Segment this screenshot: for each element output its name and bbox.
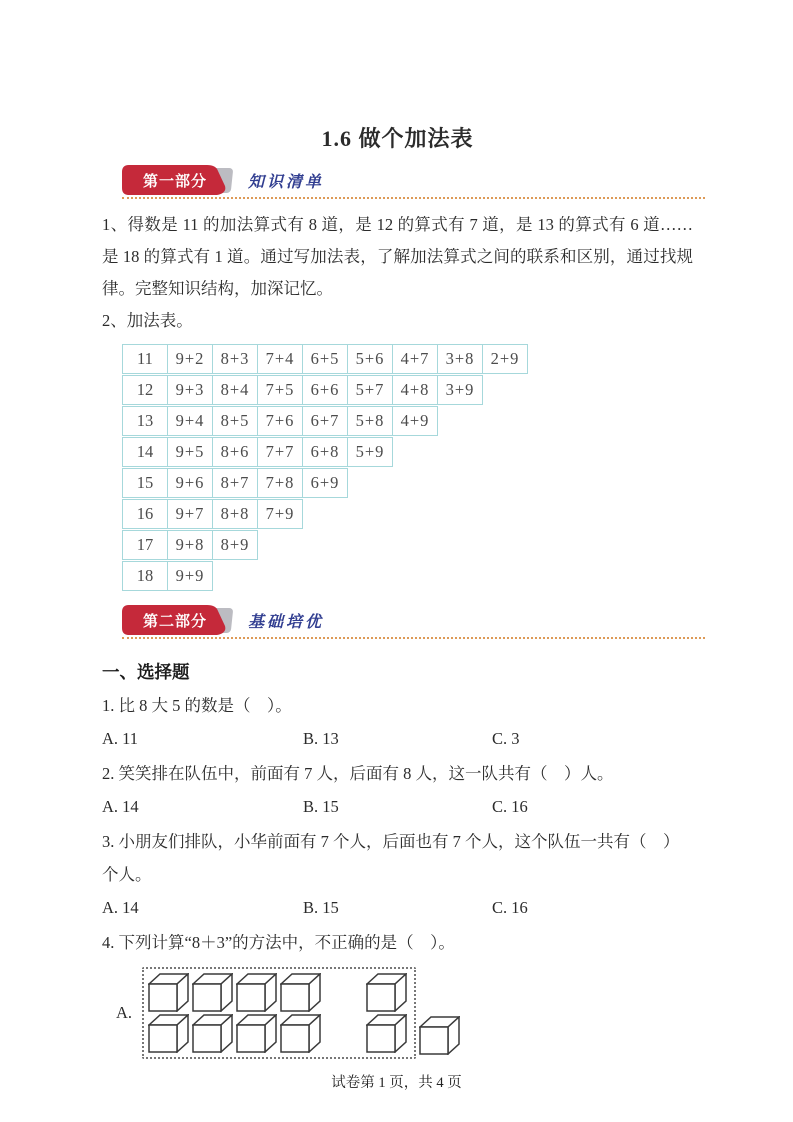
sum-cell: 16 (122, 499, 168, 529)
expression-cell: 9+7 (167, 499, 213, 529)
expression-cell: 8+6 (212, 437, 258, 467)
expression-cell: 6+5 (302, 344, 348, 374)
expression-cell: 7+8 (257, 468, 303, 498)
page-title: 1.6 做个加法表 (321, 126, 474, 151)
expression-cell: 3+8 (437, 344, 483, 374)
sum-cell: 13 (122, 406, 168, 436)
options-row (102, 891, 693, 924)
expression-cell: 5+6 (347, 344, 393, 374)
dotted-divider (122, 197, 705, 199)
expression-cell: 8+4 (212, 375, 258, 405)
question4-option-a-figure (116, 967, 693, 1059)
expression-cell: 7+4 (257, 344, 303, 374)
sum-cell: 12 (122, 375, 168, 405)
sum-cell: 11 (122, 344, 168, 374)
part1-banner (122, 165, 693, 201)
expression-cell: 8+7 (212, 468, 258, 498)
expression-cell: 5+7 (347, 375, 393, 405)
cube-icon (419, 1016, 460, 1055)
question-text: 1. 比 8 大 5 的数是（ ）。 (102, 696, 292, 715)
expression-cell: 5+8 (347, 406, 393, 436)
cube-icon (192, 1014, 233, 1053)
expression-cell: 7+5 (257, 375, 303, 405)
page-footer: 试卷第 1 页，共 4 页 (331, 1075, 462, 1091)
part2-banner (122, 605, 693, 641)
question-text: 4. 下列计算“8＋3”的方法中，不正确的是（ ）。 (102, 933, 455, 952)
addition-table-row (122, 499, 693, 529)
knowledge-paragraph: 1、得数是 11 的加法算式有 8 道，是 12 的算式有 7 道，是 13 的算式有 6 道……是 18 的算式有 1 道。通过写加法表，了解加法算式之间的联系和区别，通过找规律。完整知识结构，加深记忆。 (102, 215, 693, 298)
expression-cell: 2+9 (482, 344, 528, 374)
addition-table-row (122, 375, 693, 405)
expression-cell: 6+9 (302, 468, 348, 498)
expression-cell: 9+4 (167, 406, 213, 436)
cube-icon (236, 1014, 277, 1053)
dotted-divider (122, 637, 705, 639)
option: C. 16 (492, 898, 528, 917)
expression-cell: 8+5 (212, 406, 258, 436)
cube-row (148, 1014, 410, 1053)
outside-cube-group (419, 1016, 463, 1055)
expression-cell: 5+9 (347, 437, 393, 467)
expression-cell: 9+3 (167, 375, 213, 405)
addition-table-row (122, 468, 693, 498)
sum-cell: 17 (122, 530, 168, 560)
sum-cell: 18 (122, 561, 168, 591)
questions (102, 689, 693, 959)
part1-badge: 第一部分 (142, 172, 207, 190)
expression-cell: 3+9 (437, 375, 483, 405)
addition-table (122, 344, 693, 591)
question-text: 2. 笑笑排在队伍中，前面有 7 人，后面有 8 人，这一队共有（ ）人。 (102, 764, 614, 783)
part2-label: 基础培优 (248, 614, 325, 631)
part2-ribbon (122, 605, 234, 635)
expression-cell: 8+3 (212, 344, 258, 374)
cube-icon (148, 1014, 189, 1053)
option: B. 15 (302, 797, 339, 816)
option-a-label: A. (116, 1003, 133, 1022)
question-text: 3. 小朋友们排队，小华前面有 7 个人，后面也有 7 个人，这个队伍一共有（ ）个人。 (102, 832, 680, 884)
expression-cell: 9+8 (167, 530, 213, 560)
expression-cell: 4+7 (392, 344, 438, 374)
expression-cell: 4+9 (392, 406, 438, 436)
expression-cell: 9+9 (167, 561, 213, 591)
cube-icon (148, 973, 189, 1012)
option: C. 3 (492, 729, 520, 748)
addition-table-row (122, 561, 693, 591)
cube-icon (192, 973, 233, 1012)
option: B. 15 (302, 898, 339, 917)
options-row (102, 722, 693, 755)
section-heading-choice: 一、选择题 (102, 662, 190, 682)
option: A. 11 (102, 729, 139, 748)
part1-ribbon (122, 165, 234, 195)
sum-cell: 14 (122, 437, 168, 467)
cube-icon (366, 1014, 407, 1053)
expression-cell: 6+7 (302, 406, 348, 436)
cube-row (148, 973, 410, 1012)
expression-cell: 8+8 (212, 499, 258, 529)
cube-icon (366, 973, 407, 1012)
expression-cell: 7+7 (257, 437, 303, 467)
expression-cell: 7+9 (257, 499, 303, 529)
expression-cell: 6+8 (302, 437, 348, 467)
cube-icon (280, 1014, 321, 1053)
option: A. 14 (102, 797, 139, 816)
expression-cell: 9+2 (167, 344, 213, 374)
option: B. 13 (302, 729, 339, 748)
table-intro: 2、加法表。 (102, 311, 193, 330)
expression-cell: 7+6 (257, 406, 303, 436)
expression-cell: 4+8 (392, 375, 438, 405)
sum-cell: 15 (122, 468, 168, 498)
cube-icon (280, 973, 321, 1012)
option: C. 16 (492, 797, 528, 816)
option: A. 14 (102, 898, 139, 917)
expression-cell: 6+6 (302, 375, 348, 405)
cube-icon (236, 973, 277, 1012)
options-row (102, 790, 693, 823)
addition-table-row (122, 406, 693, 436)
part2-badge: 第二部分 (142, 612, 207, 630)
addition-table-row (122, 530, 693, 560)
part1-label: 知识清单 (248, 174, 325, 191)
addition-table-row (122, 344, 693, 374)
expression-cell: 9+5 (167, 437, 213, 467)
cube-group-box (142, 967, 416, 1059)
expression-cell: 9+6 (167, 468, 213, 498)
expression-cell: 8+9 (212, 530, 258, 560)
addition-table-row (122, 437, 693, 467)
